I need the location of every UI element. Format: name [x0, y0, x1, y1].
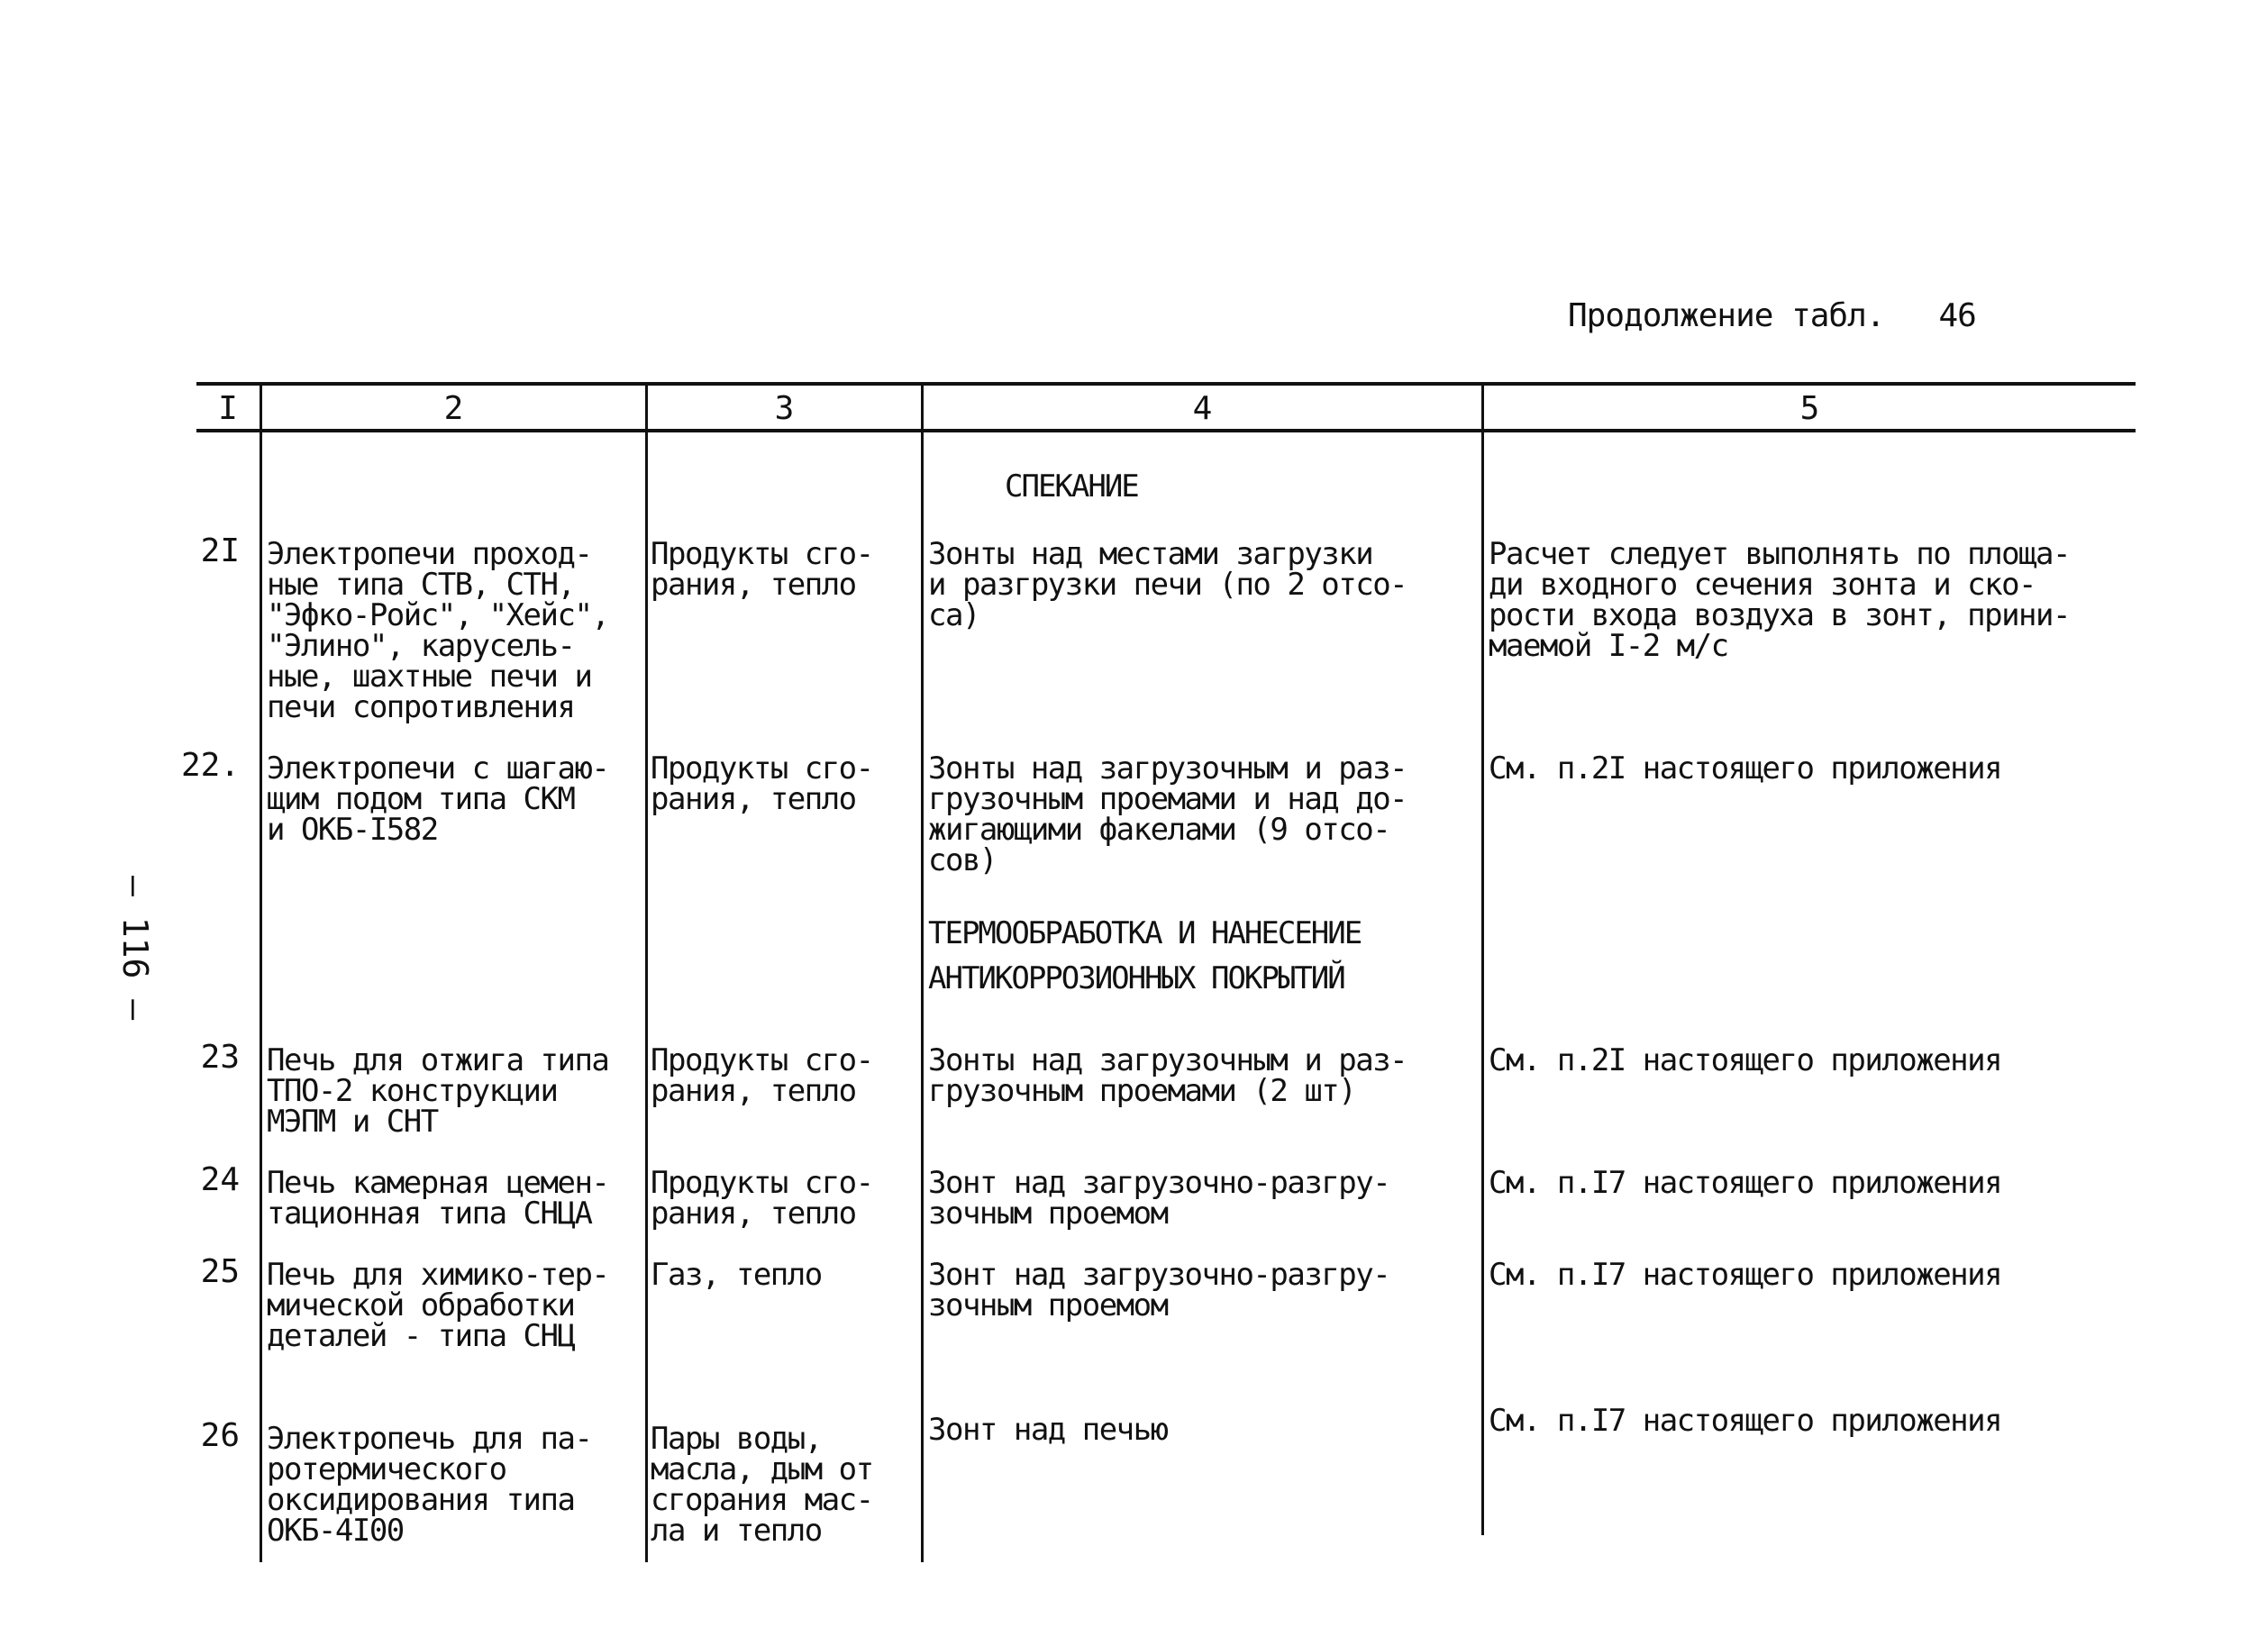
- page-number: [99, 874, 155, 1021]
- cell-emissions: Продукты сго- рания, тепло: [651, 750, 873, 817]
- cell-suction: Зонты над загрузочным и раз- грузочным проемами и над до- жигающими факелами (9 отсо- сов): [928, 750, 1407, 878]
- row-number: 26: [200, 1417, 240, 1454]
- cell-note: См. п.2I настоящего приложения: [1489, 750, 2002, 787]
- column-divider-4: [1481, 382, 1484, 1535]
- row-number: 2I: [200, 532, 240, 569]
- row-number: 25: [200, 1253, 240, 1290]
- table-continuation-caption: [1568, 297, 1976, 334]
- cell-emissions: Продукты сго- рания, тепло: [651, 1165, 873, 1232]
- page-number-text: — 116 —: [115, 876, 155, 1021]
- cell-suction: Зонт над загрузочно-разгру- зочным проемом: [928, 1165, 1390, 1232]
- cell-emissions: Продукты сго- рания, тепло: [651, 1042, 873, 1109]
- cell-equipment: Электропечь для па- ротермического оксидирования типа ОКБ-4I00: [267, 1421, 592, 1549]
- cell-equipment: Электропечи с шагаю- щим подом типа СКМ и ОКБ-I582: [267, 750, 609, 848]
- table-top-rule: [196, 382, 2136, 386]
- table-number: 46: [1938, 297, 1976, 334]
- cell-note: См. п.2I настоящего приложения: [1489, 1042, 2002, 1078]
- row-number: 23: [200, 1039, 240, 1076]
- header-col-2: 2: [443, 390, 464, 427]
- cell-note: См. п.I7 настоящего приложения: [1489, 1257, 2002, 1293]
- continuation-label: Продолжение табл.: [1568, 297, 1885, 334]
- header-col-1: I: [218, 390, 238, 427]
- cell-emissions: Продукты сго- рания, тепло: [651, 536, 873, 603]
- column-divider-3: [921, 382, 924, 1562]
- cell-equipment: Печь камерная цемен- тационная типа СНЦА: [267, 1165, 609, 1232]
- cell-note: См. п.I7 настоящего приложения: [1489, 1403, 2002, 1439]
- cell-emissions: Газ, тепло: [651, 1257, 822, 1293]
- column-divider-1: [260, 382, 262, 1562]
- cell-equipment: Печь для химико-тер- мической обработки деталей - типа СНЦ: [267, 1257, 609, 1354]
- section-heading-thermal-line2: АНТИКОРРОЗИОННЫХ ПОКРЫТИЙ: [928, 960, 1344, 996]
- cell-emissions: Пары воды, масла, дым от сгорания мас- ла и тепло: [651, 1421, 873, 1549]
- table-header-bottom-rule: [196, 429, 2136, 432]
- row-number: 24: [200, 1161, 240, 1198]
- header-col-3: 3: [774, 390, 795, 427]
- header-col-5: 5: [1799, 390, 1820, 427]
- header-col-4: 4: [1192, 390, 1213, 427]
- cell-suction: Зонт над загрузочно-разгру- зочным проемом: [928, 1257, 1390, 1323]
- cell-equipment: Электропечи проход- ные типа СТВ, СТН, "Эфко-Ройс", "Хейс", "Элино", карусель- ные, шахтные печи и печи сопротивления: [267, 536, 609, 725]
- column-divider-2: [645, 382, 648, 1562]
- cell-note: Расчет следует выполнять по площа- ди входного сечения зонта и ско- рости входа воздуха в зонт, прини- маемой I-2 м/с: [1489, 536, 2070, 664]
- cell-suction: Зонты над загрузочным и раз- грузочным проемами (2 шт): [928, 1042, 1407, 1109]
- section-heading-thermal-line1: ТЕРМООБРАБОТКА И НАНЕСЕНИЕ: [928, 915, 1362, 951]
- section-heading-sintering: СПЕКАНИЕ: [1005, 468, 1138, 505]
- row-number: 22.: [180, 747, 240, 784]
- cell-note: См. п.I7 настоящего приложения: [1489, 1165, 2002, 1201]
- cell-suction: Зонт над печью: [928, 1412, 1168, 1448]
- cell-equipment: Печь для отжига типа ТПО-2 конструкции МЭПМ и СНТ: [267, 1042, 609, 1140]
- cell-suction: Зонты над местами загрузки и разгрузки печи (по 2 отсо- са): [928, 536, 1407, 633]
